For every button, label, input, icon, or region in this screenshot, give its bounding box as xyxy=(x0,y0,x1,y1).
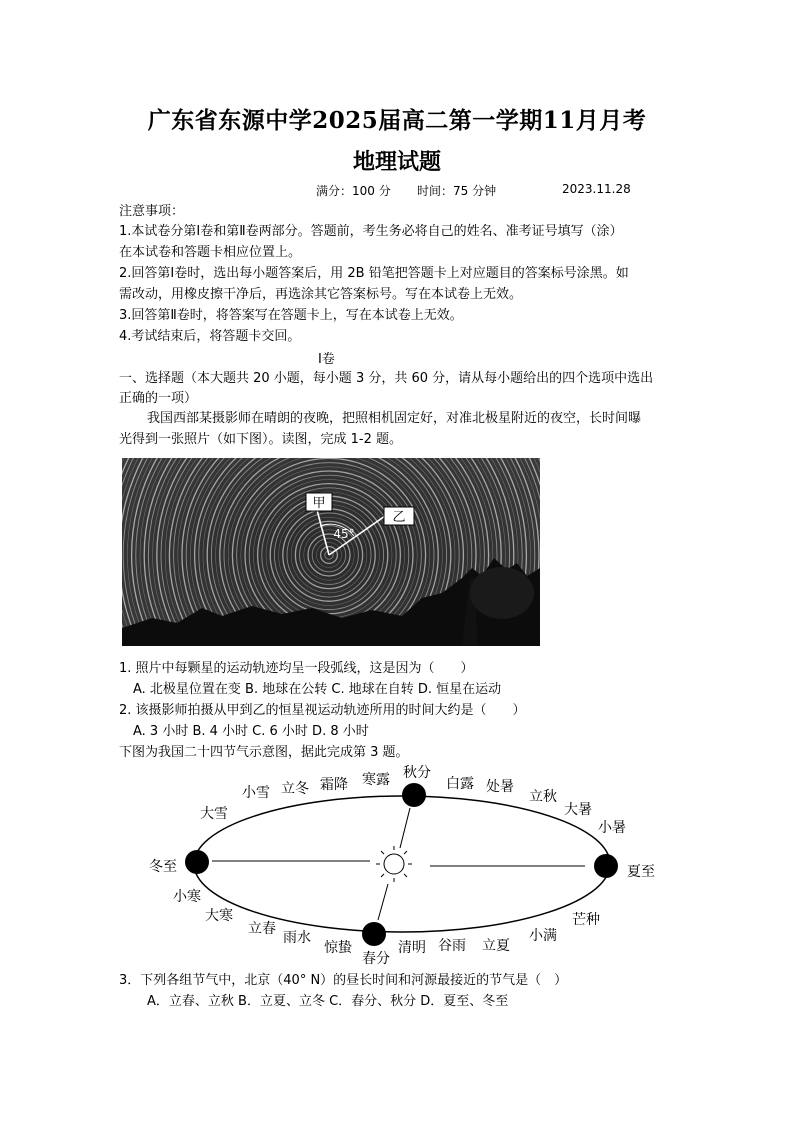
star-trail-photo xyxy=(122,458,540,646)
question-1-options: A. 北极星位置在变 B. 地球在公转 C. 地球在自转 D. 恒星在运动 xyxy=(133,682,502,697)
question-2: 2. 该摄影师拍摄从甲到乙的恒星视运动轨迹所用的时间大约是（ ） xyxy=(119,703,526,718)
term-spring-equinox: 春分 xyxy=(362,951,390,967)
term-bottom: 谷雨 xyxy=(438,938,466,954)
section-instruction: 正确的一项） xyxy=(119,391,198,406)
earth-spring-equinox xyxy=(362,922,386,946)
volume-label: Ⅰ卷 xyxy=(318,352,335,367)
term-bottom: 小满 xyxy=(529,928,557,944)
note-line: 在本试卷和答题卡相应位置上。 xyxy=(119,245,302,260)
photo-angle-label: 45° xyxy=(333,527,355,541)
term-top: 处暑 xyxy=(486,779,514,795)
term-top: 白露 xyxy=(446,776,474,792)
question-3: 3．下列各组节气中，北京（40° N）的昼长时间和河源最接近的节气是（ ） xyxy=(119,973,568,988)
section-instruction: 一、选择题（本大题共 20 小题，每小题 3 分，共 60 分，请从每小题给出的四个选项中选出 xyxy=(119,371,654,386)
question-3-options: A．立春、立秋 B．立夏、立冬 C．春分、秋分 D．夏至、冬至 xyxy=(147,994,509,1009)
term-top: 大雪 xyxy=(200,806,228,822)
note-line: 4.考试结束后，将答题卡交回。 xyxy=(119,329,301,344)
sun-icon xyxy=(376,846,412,882)
term-bottom: 立春 xyxy=(248,921,276,937)
term-top: 大暑 xyxy=(564,802,592,818)
question-2-options: A. 3 小时 B. 4 小时 C. 6 小时 D. 8 小时 xyxy=(133,724,369,739)
earth-autumn-equinox xyxy=(402,783,426,807)
term-bottom: 芒种 xyxy=(572,912,600,928)
exam-title: 广东省东源中学2025届高二第一学期11月月考 xyxy=(147,107,647,134)
note-line: 需改动，用橡皮擦干净后，再选涂其它答案标号。写在本试卷上无效。 xyxy=(119,287,523,302)
notes-heading: 注意事项： xyxy=(119,204,185,219)
subject-title: 地理试题 xyxy=(352,149,441,175)
term-bottom: 大寒 xyxy=(205,908,233,924)
question-3-intro: 下图为我国二十四节气示意图，据此完成第 3 题。 xyxy=(119,745,409,760)
term-bottom: 惊蛰 xyxy=(324,940,352,956)
passage-line: 我国西部某摄影师在晴朗的夜晚，把照相机固定好，对准北极星附近的夜空，长时间曝 xyxy=(147,411,642,426)
term-bottom: 雨水 xyxy=(283,930,311,946)
earth-summer-solstice xyxy=(594,854,618,878)
term-winter-solstice: 冬至 xyxy=(149,859,177,875)
note-line: 1.本试卷分第Ⅰ卷和第Ⅱ卷两部分。答题前，考生务必将自己的姓名、准考证号填写（涂） xyxy=(119,224,623,239)
term-bottom: 立夏 xyxy=(482,938,510,954)
term-top: 立冬 xyxy=(281,781,309,797)
term-top: 小雪 xyxy=(242,785,270,801)
note-line: 2.回答第Ⅰ卷时，选出每小题答案后，用 2B 铅笔把答题卡上对应题目的答案标号涂黑。如 xyxy=(119,266,629,281)
term-bottom: 清明 xyxy=(398,940,426,956)
term-autumn-equinox: 秋分 xyxy=(403,765,431,781)
full-score: 满分：100 分 xyxy=(316,184,391,198)
solar-terms-diagram xyxy=(140,760,660,970)
term-top: 小暑 xyxy=(598,820,626,836)
term-top: 寒露 xyxy=(362,772,390,788)
passage-line: 光得到一张照片（如下图）。读图，完成 1-2 题。 xyxy=(119,432,402,447)
earth-winter-solstice xyxy=(185,850,209,874)
question-1: 1. 照片中每颗星的运动轨迹均呈一段弧线，这是因为（ ） xyxy=(119,661,474,676)
note-line: 3.回答第Ⅱ卷时，将答案写在答题卡上，写在本试卷上无效。 xyxy=(119,308,463,323)
photo-label-jia: 甲 xyxy=(312,496,326,511)
term-top: 霜降 xyxy=(320,777,348,793)
term-summer-solstice: 夏至 xyxy=(627,864,655,880)
photo-label-yi: 乙 xyxy=(392,510,406,525)
term-top: 立秋 xyxy=(529,789,557,805)
term-bottom: 小寒 xyxy=(173,889,201,905)
exam-duration: 时间：75 分钟 xyxy=(417,184,497,198)
exam-date: 2023.11.28 xyxy=(562,182,631,196)
